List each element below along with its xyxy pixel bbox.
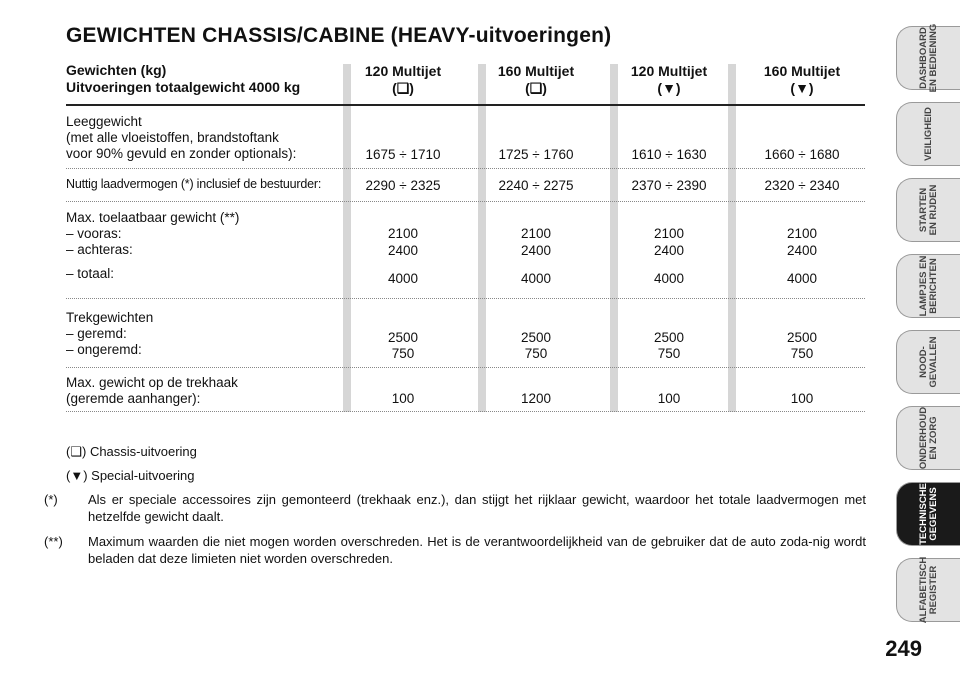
sidebar-tab-starten[interactable]	[896, 178, 960, 242]
footnote-text: Special-uitvoering	[91, 468, 195, 483]
label-line: – geremd:	[66, 326, 127, 341]
cell-value: 2290 ÷ 2325	[365, 178, 441, 193]
cell-value: 1675 ÷ 1710	[365, 147, 441, 162]
sidebar-tab-noodgevallen[interactable]	[896, 330, 960, 394]
column-symbol: (❑)	[392, 80, 414, 96]
row-label-max	[66, 210, 239, 282]
cell-value: 100	[790, 391, 814, 406]
column-header	[471, 63, 601, 97]
column-symbol: (▼)	[790, 80, 814, 96]
cell-value: 100	[391, 391, 415, 406]
cell-value: 2400	[520, 243, 552, 258]
cell-value: 2500	[520, 330, 552, 345]
sidebar-tab-lampjes[interactable]	[896, 254, 960, 318]
sidebar-tab-label: ALFABETISCH REGISTER	[917, 556, 939, 624]
column-header	[737, 63, 867, 97]
cell-value: 2500	[653, 330, 685, 345]
page-title: GEWICHTEN CHASSIS/CABINE (HEAVY-uitvoeringen)	[66, 24, 612, 47]
sidebar-tab-label: LAMPJES EN BERICHTEN	[917, 255, 939, 317]
header-line: Gewichten (kg)	[66, 62, 167, 78]
sidebar-tab-register[interactable]	[896, 558, 960, 622]
column-header	[604, 63, 734, 97]
label-line: Max. toelaatbaar gewicht (**)	[66, 210, 240, 225]
cell-value: 750	[391, 346, 415, 361]
cell-value: 2400	[387, 243, 419, 258]
footnote-tag: (*)	[44, 492, 58, 507]
cell-value: 750	[524, 346, 548, 361]
cell-value: 2500	[387, 330, 419, 345]
cell-value: 2400	[786, 243, 818, 258]
footnote-tag: (❑)	[66, 444, 87, 459]
sidebar-tab-technische-gegevens[interactable]	[896, 482, 960, 546]
sidebar-tab-label: STARTEN EN RIJDEN	[917, 184, 939, 236]
row-label-trekhaak	[66, 375, 238, 407]
cell-value: 2240 ÷ 2275	[498, 178, 574, 193]
header-rule	[66, 104, 865, 106]
footnote-tag: (**)	[44, 534, 63, 549]
row-label-leeggewicht	[66, 114, 296, 162]
footnote-text: Chassis-uitvoering	[89, 444, 197, 459]
label-line: – achteras:	[66, 242, 133, 257]
label-line: Trekgewichten	[66, 310, 154, 325]
cell-value: 2100	[653, 226, 685, 241]
cell-value: 1725 ÷ 1760	[498, 147, 574, 162]
sidebar-tab-label: TECHNISCHE GEGEVENS	[917, 483, 939, 545]
label-line: Max. gewicht op de trekhaak	[66, 375, 238, 390]
cell-value: 2500	[786, 330, 818, 345]
row-divider	[66, 298, 865, 299]
cell-value: 2320 ÷ 2340	[764, 178, 840, 193]
footnote-star	[44, 491, 866, 525]
cell-value: 100	[657, 391, 681, 406]
cell-value: 1660 ÷ 1680	[764, 147, 840, 162]
row-divider	[66, 411, 865, 412]
cell-value: 750	[790, 346, 814, 361]
cell-value: 2400	[653, 243, 685, 258]
header-line: Uitvoeringen totaalgewicht 4000 kg	[66, 79, 301, 95]
column-name: 120 Multijet	[364, 63, 442, 79]
row-label-trek	[66, 310, 153, 358]
footnote-double-star	[44, 533, 866, 567]
footnote-chassis	[66, 443, 866, 460]
label-line: (met alle vloeistoffen, brandstoftank	[66, 130, 279, 145]
footnote-special	[66, 467, 866, 484]
column-symbol: (❑)	[525, 80, 547, 96]
column-name: 160 Multijet	[763, 63, 841, 79]
cell-value: 4000	[520, 271, 552, 286]
column-name: 120 Multijet	[630, 63, 708, 79]
label-line: – ongeremd:	[66, 342, 142, 357]
cell-value: 2100	[387, 226, 419, 241]
label-line: – vooras:	[66, 226, 122, 241]
label-line: (geremde aanhanger):	[66, 391, 201, 406]
footnote-text: Maximum waarden die niet mogen worden overschreden. Het is de verantwoordelijkheid van de gebruiker dat de auto zoda-nig wordt beladen dat deze limieten niet worden overschreden.	[88, 534, 866, 566]
cell-value: 2370 ÷ 2390	[631, 178, 707, 193]
cell-value: 1610 ÷ 1630	[631, 147, 707, 162]
cell-value: 750	[657, 346, 681, 361]
cell-value: 4000	[786, 271, 818, 286]
sidebar-tab-dashboard[interactable]	[896, 23, 960, 93]
cell-value: 2100	[520, 226, 552, 241]
sidebar-tab-label: VEILIGHEID	[922, 107, 934, 161]
sidebar-tab-onderhoud[interactable]	[896, 406, 960, 470]
row-divider	[66, 168, 865, 169]
row-divider	[66, 367, 865, 368]
label-line: voor 90% gevuld en zonder optionals):	[66, 146, 297, 161]
sidebar-tab-label: NOOD- GEVALLEN	[917, 336, 939, 388]
column-name: 160 Multijet	[497, 63, 575, 79]
label-line: – totaal:	[66, 266, 115, 281]
cell-value: 4000	[387, 271, 419, 286]
cell-value: 2100	[786, 226, 818, 241]
label-line: Leeggewicht	[66, 114, 142, 129]
column-symbol: (▼)	[657, 80, 681, 96]
cell-value: 1200	[520, 391, 552, 406]
table-header-left	[66, 62, 300, 96]
row-divider	[66, 201, 865, 202]
sidebar-tab-label: ONDERHOUD EN ZORG	[917, 406, 939, 470]
column-header	[338, 63, 468, 97]
sidebar-tab-label: DASHBOARD EN BEDIENING	[917, 23, 939, 93]
row-label-nuttig: Nuttig laadvermogen (*) inclusief de bestuurder:	[66, 177, 322, 191]
footnote-tag: (▼)	[66, 468, 88, 483]
cell-value: 4000	[653, 271, 685, 286]
footnote-text: Als er speciale accessoires zijn gemonteerd (trekhaak enz.), dan stijgt het rijklaar gewicht, waardoor het totale laadvermogen met hetzelfde gewicht daalt.	[88, 492, 866, 524]
sidebar-tab-veiligheid[interactable]	[896, 102, 960, 166]
page-number: 249	[885, 636, 922, 661]
